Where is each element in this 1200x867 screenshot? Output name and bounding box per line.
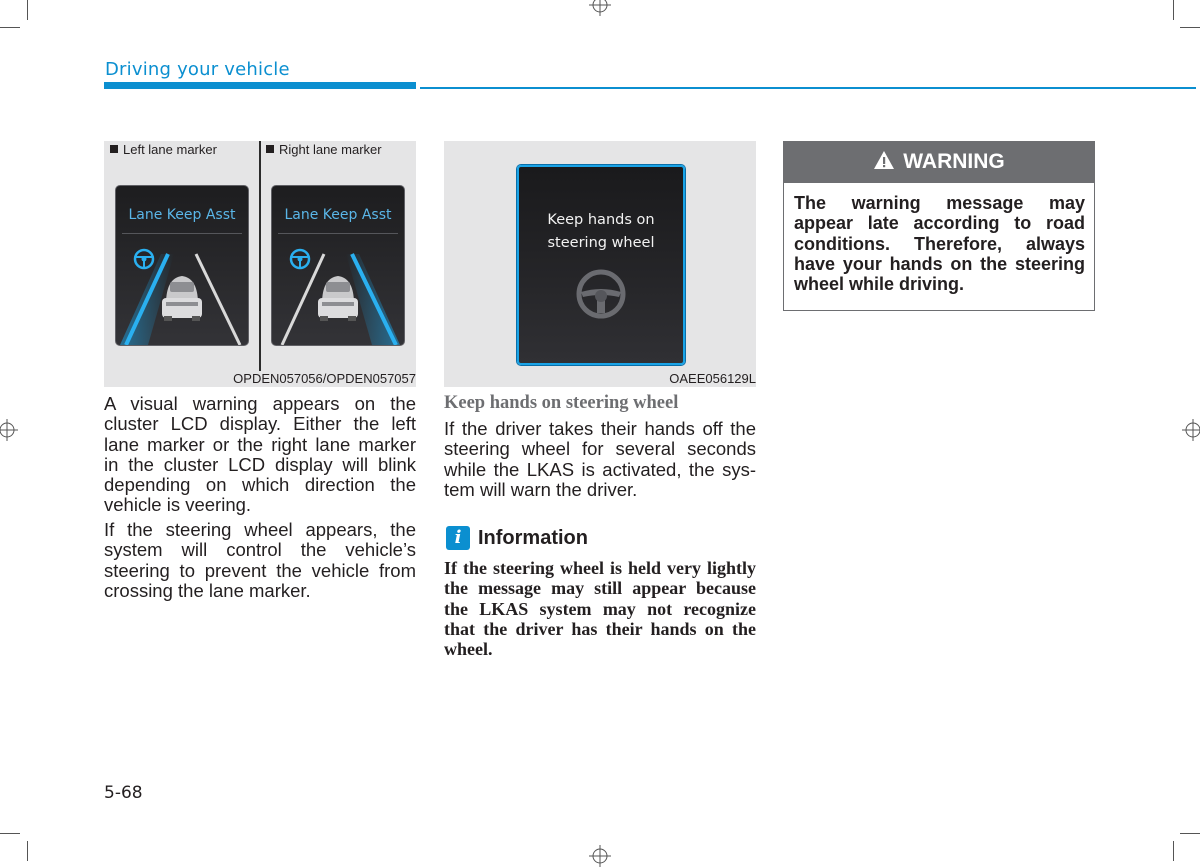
warning-title	[784, 150, 1094, 174]
information-text: If the steering wheel is held very lightly the message may still appear because the LKAS system may not recognize that the driver has their hands on the wheel.	[444, 558, 756, 660]
warning-text: The warning message may appear late according to road conditions. Therefore, always have your hands on the steering wheel while driving.	[794, 193, 1085, 295]
section-title: Driving your vehicle	[105, 59, 290, 80]
lane-scene-left-icon	[116, 186, 248, 345]
legend-square-icon	[110, 145, 118, 153]
figure-caption: OPDEN057056/OPDEN057057	[233, 371, 416, 386]
body-paragraph: If the steering wheel appears, the system will control the vehicle’s steering to prevent the vehicle from crossing the lane marker.	[104, 519, 416, 601]
warning-label: WARNING	[903, 150, 1005, 173]
figure-divider	[259, 141, 261, 371]
crop-mark	[1180, 833, 1200, 834]
crop-mark	[1173, 0, 1174, 20]
registration-mark-icon	[0, 419, 18, 441]
crop-mark	[27, 841, 28, 861]
cluster-display-right	[271, 185, 405, 346]
legend-left	[110, 142, 217, 157]
figure-caption: OAEE056129L	[669, 371, 756, 386]
crop-mark	[1173, 841, 1174, 861]
registration-mark-icon	[589, 0, 611, 16]
body-paragraph: A visual warning appears on the cluster LCD display. Either the left lane marker or the right lane marker in the cluster LCD display will blink depending on which direction the vehicle is veering.	[104, 393, 416, 516]
lane-scene-right-icon	[272, 186, 404, 345]
display-message	[519, 209, 683, 255]
warning-box	[783, 141, 1095, 311]
display-title: Lane Keep Asst	[128, 207, 236, 223]
legend-left-label: Left lane marker	[123, 142, 217, 157]
registration-mark-icon	[1182, 419, 1200, 441]
legend-right	[266, 142, 382, 157]
body-paragraph: If the driver takes their hands off the steering wheel for several seconds while the LKAS is activated, the system will warn the driver.	[444, 418, 756, 500]
registration-mark-icon	[589, 845, 611, 867]
steering-wheel-icon	[574, 267, 628, 321]
lane-marker-figure	[104, 141, 416, 387]
warning-header	[784, 142, 1094, 183]
information-icon: i	[446, 526, 470, 550]
header-rule	[420, 87, 1196, 89]
display-title: Lane Keep Asst	[284, 207, 392, 223]
cluster-display-left	[115, 185, 249, 346]
warning-triangle-icon	[873, 150, 895, 170]
display-message-line1: Keep hands on	[547, 212, 655, 228]
subheading: Keep hands on steering wheel	[444, 393, 679, 413]
page-number: 5-68	[104, 783, 143, 803]
crop-mark	[0, 27, 20, 28]
crop-mark	[1180, 27, 1200, 28]
information-label: Information	[478, 527, 588, 549]
cluster-display	[517, 165, 685, 365]
legend-right-label: Right lane marker	[279, 142, 382, 157]
header-rule	[104, 82, 416, 89]
steering-warning-figure	[444, 141, 756, 387]
crop-mark	[27, 0, 28, 20]
crop-mark	[0, 833, 20, 834]
display-message-line2: steering wheel	[547, 235, 655, 251]
legend-square-icon	[266, 145, 274, 153]
